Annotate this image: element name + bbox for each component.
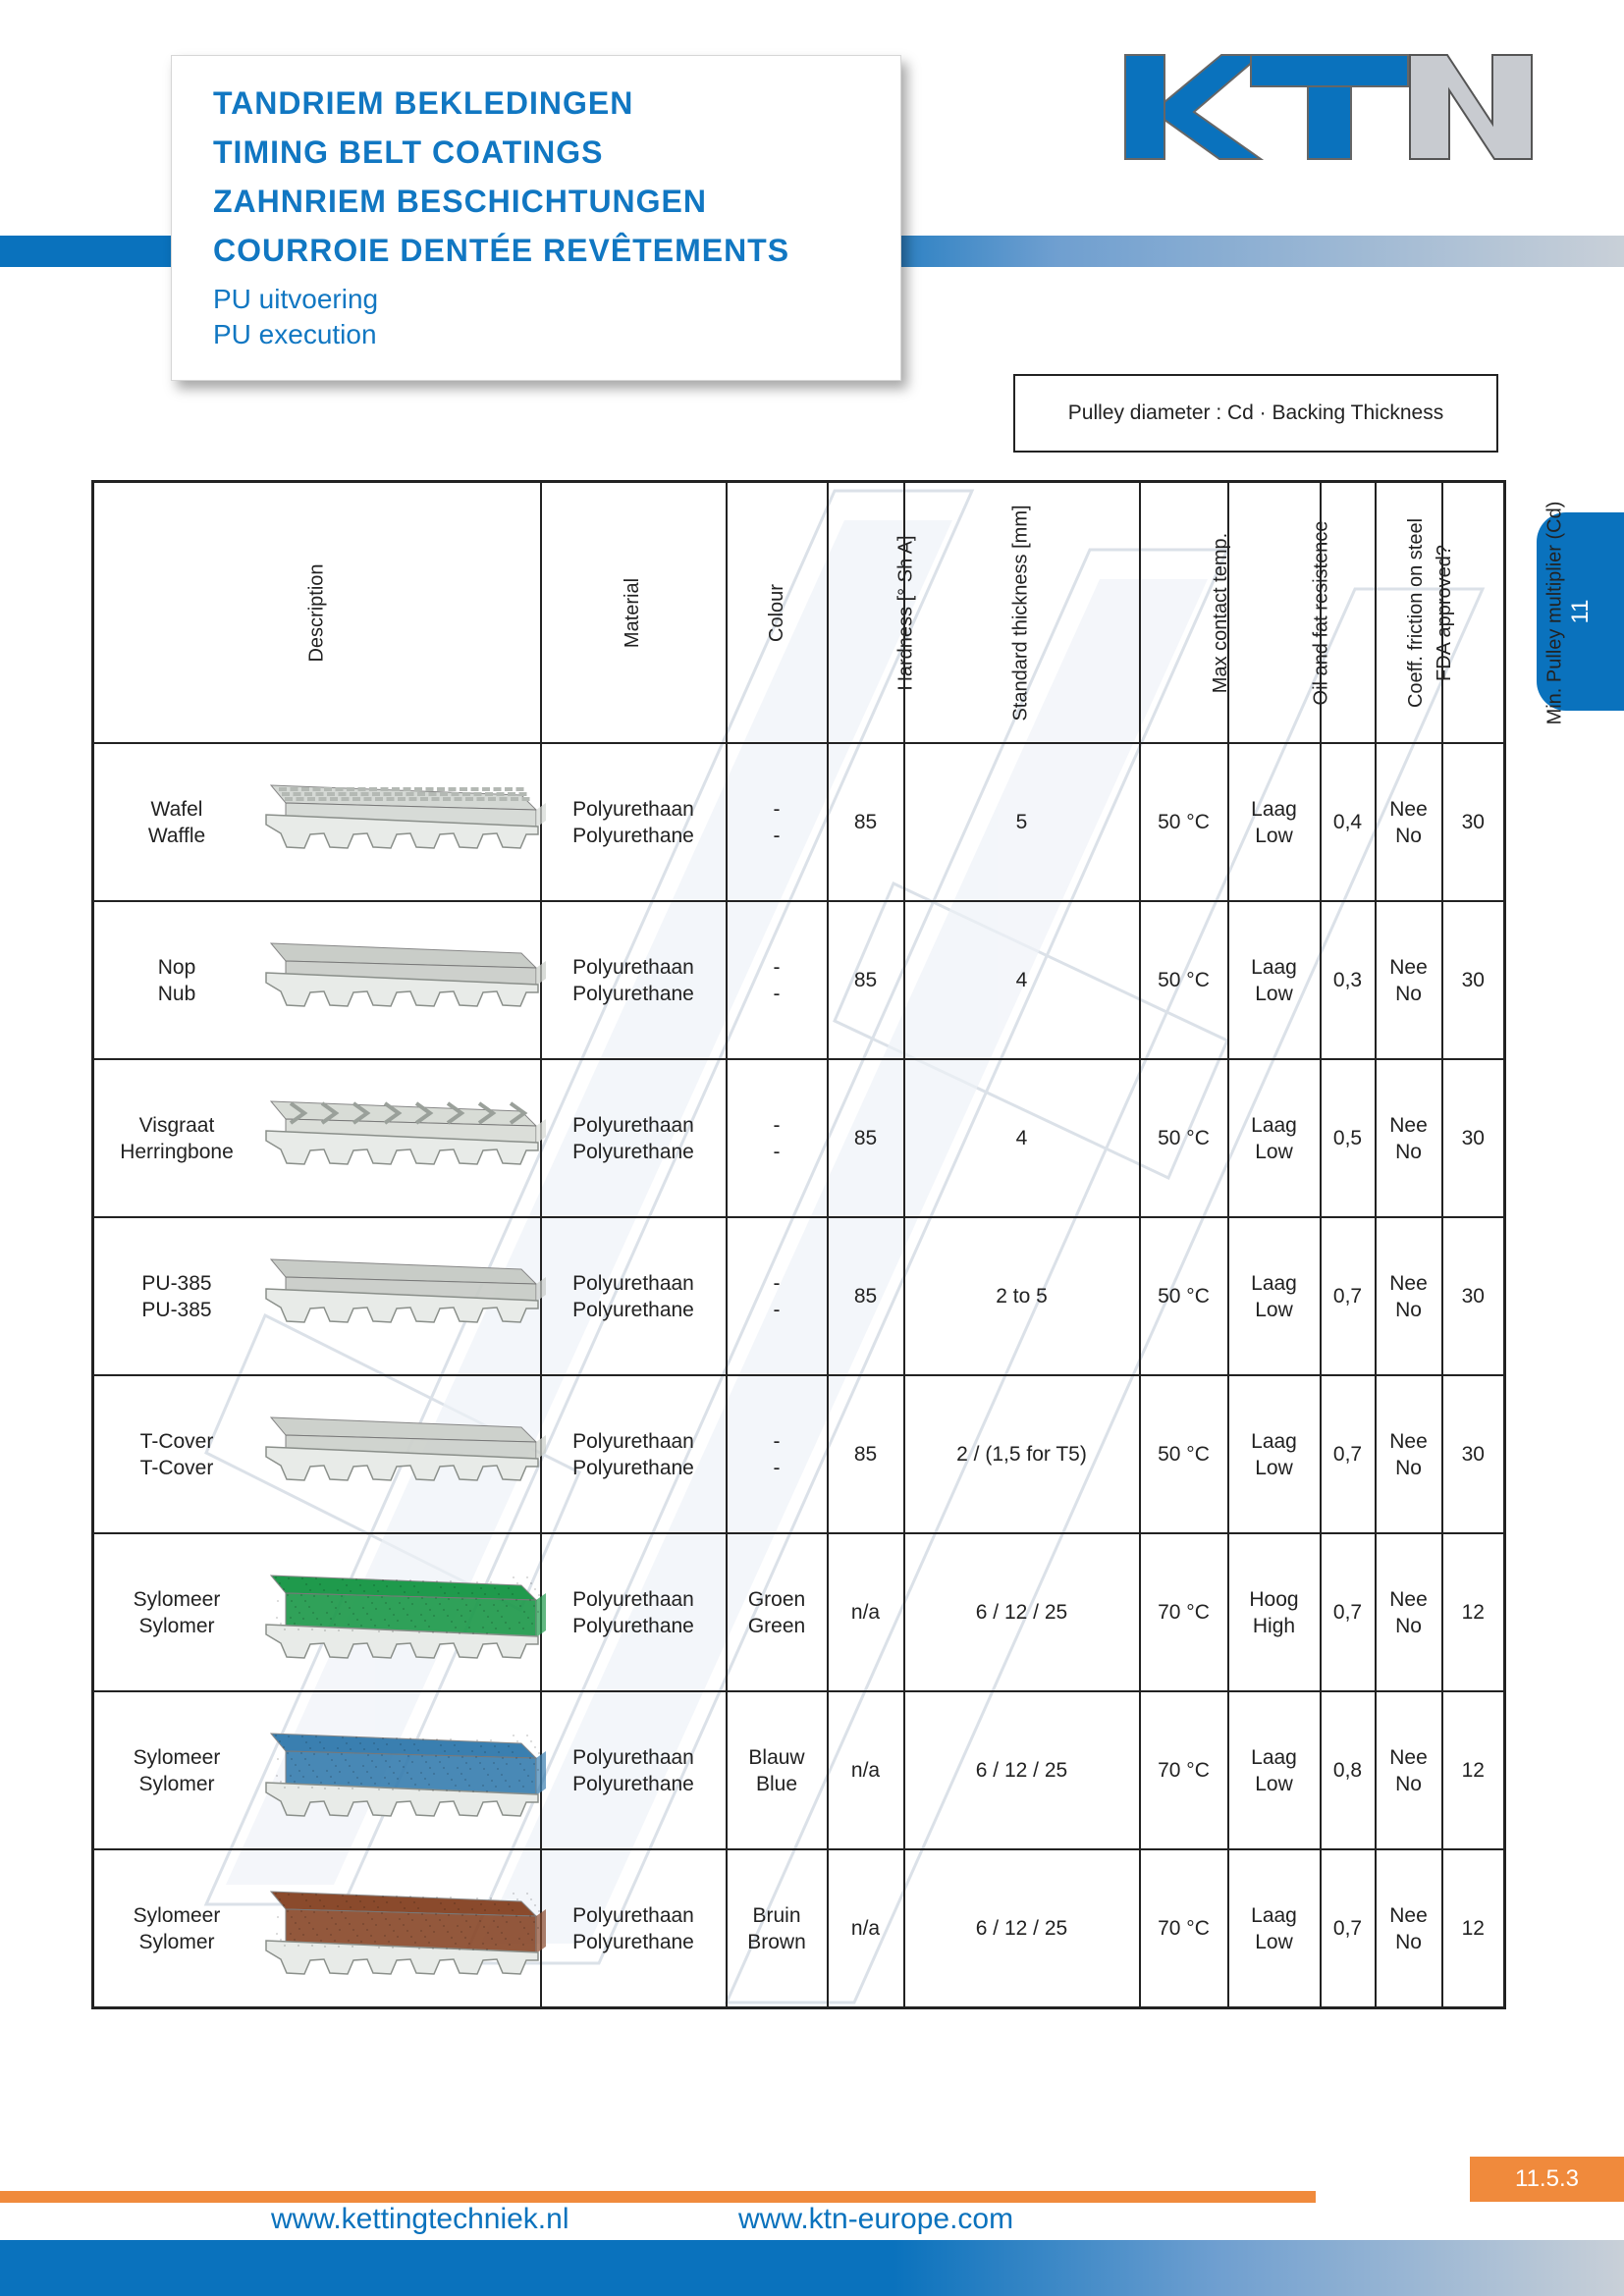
table-row [93, 1691, 1505, 1849]
cell-colour: - - [727, 743, 828, 901]
cell-material: Polyurethaan Polyurethane [541, 1849, 727, 2008]
cell-fda: Nee No [1376, 1849, 1442, 2008]
cell-description [93, 901, 541, 1059]
cell-hardness: n/a [828, 1533, 904, 1691]
header-colour: Colour [727, 482, 828, 744]
cell-friction: 0,7 [1321, 1849, 1376, 2008]
cell-hardness: n/a [828, 1691, 904, 1849]
coatings-table-wrap [91, 480, 1565, 2011]
description-text: Sylomeer Sylomer [133, 1587, 221, 1637]
cell-colour: - - [727, 901, 828, 1059]
cell-description [93, 1375, 541, 1533]
bottom-blue-band [0, 2240, 1624, 2296]
pu385-belt-icon [251, 1240, 546, 1353]
ktn-logo [1123, 51, 1536, 167]
waffle-belt-icon [251, 766, 546, 879]
cell-temperature: 50 °C [1140, 1217, 1228, 1375]
cell-friction: 0,5 [1321, 1059, 1376, 1217]
cell-friction: 0,7 [1321, 1533, 1376, 1691]
cell-colour: - - [727, 1375, 828, 1533]
description-text: T-Cover T-Cover [139, 1429, 214, 1479]
cell-fda: Nee No [1376, 1217, 1442, 1375]
header-multiplier: Min. Pulley multiplier (Cd) [1442, 482, 1505, 744]
cell-thickness: 6 / 12 / 25 [904, 1533, 1140, 1691]
description-text: Nop Nub [157, 955, 196, 1005]
url-kettingtechniek[interactable]: www.kettingtechniek.nl [271, 2203, 569, 2235]
header-temperature: Max contact temp. [1140, 482, 1228, 744]
table-row [93, 1375, 1505, 1533]
cell-colour: - - [727, 1059, 828, 1217]
title-box [171, 55, 901, 381]
table-row [93, 1059, 1505, 1217]
page-number: 11.5.3 [1470, 2157, 1624, 2202]
cell-description [93, 1059, 541, 1217]
cell-multiplier: 30 [1442, 743, 1505, 901]
cell-temperature: 70 °C [1140, 1691, 1228, 1849]
cell-material: Polyurethaan Polyurethane [541, 1375, 727, 1533]
cell-thickness: 5 [904, 743, 1140, 901]
cell-material: Polyurethaan Polyurethane [541, 1691, 727, 1849]
cell-fda: Nee No [1376, 1375, 1442, 1533]
cell-hardness: 85 [828, 1375, 904, 1533]
cell-friction: 0,8 [1321, 1691, 1376, 1849]
subtitle-dutch: PU uitvoering [213, 284, 379, 314]
cell-temperature: 50 °C [1140, 743, 1228, 901]
cell-description [93, 743, 541, 901]
table-row [93, 1849, 1505, 2008]
cell-colour: Groen Green [727, 1533, 828, 1691]
header-description: Description [93, 482, 541, 744]
table-header-row [93, 482, 1505, 744]
cell-material: Polyurethaan Polyurethane [541, 1217, 727, 1375]
subtitle-english: PU execution [213, 319, 377, 349]
title-dutch: TANDRIEM BEKLEDINGEN [213, 85, 634, 121]
cell-material: Polyurethaan Polyurethane [541, 1059, 727, 1217]
title-french: COURROIE DENTÉE REVÊTEMENTS [213, 233, 790, 268]
table-row [93, 1533, 1505, 1691]
cell-colour: Bruin Brown [727, 1849, 828, 2008]
cell-thickness: 6 / 12 / 25 [904, 1691, 1140, 1849]
cell-temperature: 50 °C [1140, 1059, 1228, 1217]
cell-material: Polyurethaan Polyurethane [541, 901, 727, 1059]
title-english: TIMING BELT COATINGS [213, 134, 604, 170]
cell-temperature: 50 °C [1140, 901, 1228, 1059]
cell-friction: 0,7 [1321, 1217, 1376, 1375]
chapter-tab-label: 11 [1566, 599, 1594, 624]
cell-fda: Nee No [1376, 901, 1442, 1059]
cell-friction: 0,7 [1321, 1375, 1376, 1533]
cell-fda: Nee No [1376, 743, 1442, 901]
header-hardness: Hardness [° Sh A] [828, 482, 904, 744]
cell-hardness: n/a [828, 1849, 904, 2008]
blue-sylomer-belt-icon [251, 1714, 546, 1827]
header-thickness: Standard thickness [mm] [904, 482, 1140, 744]
title-german: ZAHNRIEM BESCHICHTUNGEN [213, 184, 707, 219]
cell-oil-resistance: Laag Low [1228, 1375, 1321, 1533]
cell-description [93, 1849, 541, 2008]
description-text: Sylomeer Sylomer [133, 1903, 221, 1953]
cell-description [93, 1533, 541, 1691]
cell-thickness: 4 [904, 1059, 1140, 1217]
cell-friction: 0,3 [1321, 901, 1376, 1059]
cell-multiplier: 30 [1442, 901, 1505, 1059]
cell-multiplier: 12 [1442, 1533, 1505, 1691]
url-ktn-europe[interactable]: www.ktn-europe.com [738, 2203, 1014, 2235]
footer-orange-line [0, 2191, 1316, 2203]
green-sylomer-belt-icon [251, 1556, 546, 1669]
pulley-diameter-note: Pulley diameter : Cd · Backing Thickness [1013, 374, 1498, 453]
cell-oil-resistance: Laag Low [1228, 1691, 1321, 1849]
cell-thickness: 2 / (1,5 for T5) [904, 1375, 1140, 1533]
tcover-belt-icon [251, 1398, 546, 1511]
cell-temperature: 70 °C [1140, 1533, 1228, 1691]
cell-multiplier: 30 [1442, 1375, 1505, 1533]
description-text: Visgraat Herringbone [120, 1113, 234, 1163]
cell-multiplier: 12 [1442, 1691, 1505, 1849]
table-row [93, 743, 1505, 901]
cell-fda: Nee No [1376, 1691, 1442, 1849]
cell-oil-resistance: Laag Low [1228, 1217, 1321, 1375]
cell-temperature: 50 °C [1140, 1375, 1228, 1533]
cell-description [93, 1691, 541, 1849]
cell-material: Polyurethaan Polyurethane [541, 1533, 727, 1691]
cell-oil-resistance: Hoog High [1228, 1533, 1321, 1691]
cell-thickness: 4 [904, 901, 1140, 1059]
cell-oil-resistance: Laag Low [1228, 1849, 1321, 2008]
cell-hardness: 85 [828, 1217, 904, 1375]
header-material: Material [541, 482, 727, 744]
header-friction: Coeff. friction on steel [1321, 482, 1376, 744]
cell-material: Polyurethaan Polyurethane [541, 743, 727, 901]
cell-hardness: 85 [828, 743, 904, 901]
cell-thickness: 6 / 12 / 25 [904, 1849, 1140, 2008]
cell-hardness: 85 [828, 1059, 904, 1217]
nub-belt-icon [251, 924, 546, 1037]
herringbone-belt-icon [251, 1082, 546, 1195]
cell-hardness: 85 [828, 901, 904, 1059]
table-row [93, 901, 1505, 1059]
cell-fda: Nee No [1376, 1059, 1442, 1217]
cell-multiplier: 30 [1442, 1217, 1505, 1375]
cell-fda: Nee No [1376, 1533, 1442, 1691]
cell-colour: Blauw Blue [727, 1691, 828, 1849]
description-text: Sylomeer Sylomer [133, 1745, 221, 1795]
cell-temperature: 70 °C [1140, 1849, 1228, 2008]
cell-thickness: 2 to 5 [904, 1217, 1140, 1375]
header-oil-resistance: Oil and fat resistence [1228, 482, 1321, 744]
cell-oil-resistance: Laag Low [1228, 1059, 1321, 1217]
description-text: PU-385 PU-385 [141, 1271, 212, 1321]
header-fda: FDA approved? [1376, 482, 1442, 744]
cell-multiplier: 30 [1442, 1059, 1505, 1217]
table-row [93, 1217, 1505, 1375]
coatings-table [91, 480, 1565, 2009]
cell-description [93, 1217, 541, 1375]
cell-multiplier: 12 [1442, 1849, 1505, 2008]
cell-oil-resistance: Laag Low [1228, 901, 1321, 1059]
cell-colour: - - [727, 1217, 828, 1375]
cell-oil-resistance: Laag Low [1228, 743, 1321, 901]
brown-sylomer-belt-icon [251, 1872, 546, 1985]
cell-friction: 0,4 [1321, 743, 1376, 901]
description-text: Wafel Waffle [147, 797, 206, 847]
